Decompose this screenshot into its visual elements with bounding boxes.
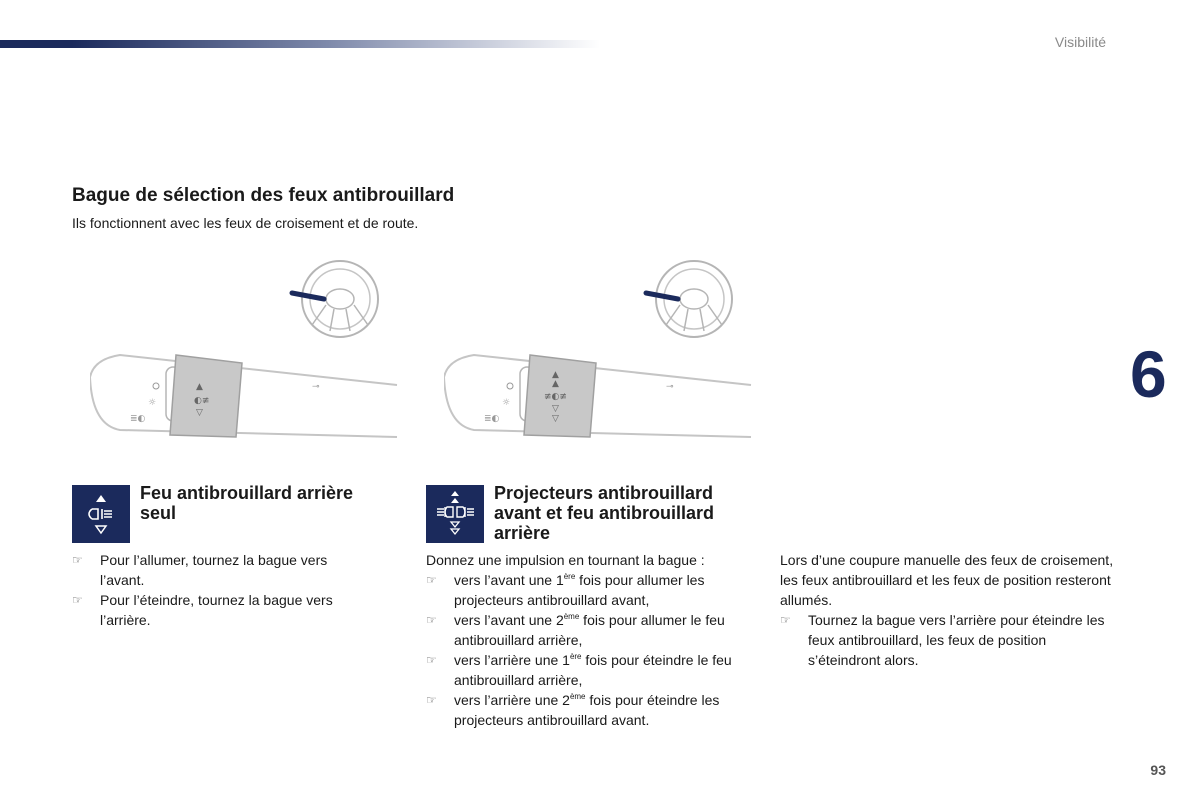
bullet-icon: ☞ (72, 553, 83, 567)
list-item: ☞ vers l’avant une 2ème fois pour allumer le feu antibrouillard arrière, (426, 612, 725, 648)
svg-text:☼: ☼ (502, 398, 511, 408)
list-item: ☞ vers l’arrière une 1ère fois pour éteindre le feu antibrouillard arrière, (426, 652, 732, 688)
block-title-rear-fog: Feu antibrouillard arrière seul (140, 483, 354, 523)
svg-text:≣◐: ≣◐ (484, 414, 500, 424)
block-title-front-rear-fog: Projecteurs antibrouillard avant et feu antibrouillard arrière (494, 483, 715, 543)
front-rear-fog-instructions (426, 550, 756, 730)
svg-text:☼: ☼ (148, 398, 157, 408)
bullet-icon: ☞ (72, 593, 83, 607)
list-item: ☞ vers l’arrière une 2ème fois pour éteindre les projecteurs antibrouillard avant. (426, 692, 720, 728)
note-text: Lors d’une coupure manuelle des feux de croisement, les feux antibrouillard et les feux de position resteront allumés. (780, 552, 1114, 608)
front-and-rear-fog-lights-icon (426, 485, 484, 543)
rear-fog-instructions (72, 550, 372, 630)
svg-text:◐≢: ◐≢ (194, 396, 210, 406)
list-item: ☞ Tournez la bague vers l’arrière pour éteindre les feux antibrouillard, les feux de position s’éteindront alors. (780, 612, 1105, 668)
rear-fog-light-icon (72, 485, 130, 543)
page-number: 93 (1150, 762, 1166, 778)
chapter-number: 6 (1130, 337, 1167, 411)
list-item: ☞ Pour l’allumer, tournez la bague vers l’avant. (72, 552, 328, 588)
svg-text:⊸: ⊸ (666, 382, 674, 392)
list-item: ☞ Pour l’éteindre, tournez la bague vers l’arrière. (72, 592, 333, 628)
bullet-icon: ☞ (426, 693, 437, 707)
stalk-illustration-rear-fog (90, 255, 420, 445)
svg-text:▽: ▽ (552, 404, 559, 414)
note-column (780, 550, 1115, 670)
instructions-lead: Donnez une impulsion en tournant la bague : (426, 552, 705, 568)
svg-text:≢◐≢: ≢◐≢ (544, 392, 567, 402)
svg-text:▽: ▽ (196, 408, 203, 418)
steering-wheel-icon (646, 261, 732, 337)
intro-text: Ils fonctionnent avec les feux de croisement et de route. (72, 215, 419, 231)
bullet-icon: ☞ (426, 573, 437, 587)
bullet-icon: ☞ (780, 613, 791, 627)
page-title: Bague de sélection des feux antibrouillard (72, 185, 455, 206)
stalk-illustration-front-rear-fog (444, 255, 774, 445)
svg-text:▲: ▲ (552, 370, 559, 380)
svg-text:▽: ▽ (552, 414, 559, 424)
bullet-icon: ☞ (426, 653, 437, 667)
svg-text:▲: ▲ (552, 379, 559, 389)
svg-text:▲: ▲ (196, 382, 203, 392)
list-item: ☞ vers l’avant une 1ère fois pour allumer les projecteurs antibrouillard avant, (426, 572, 705, 608)
header-gradient-bar (0, 40, 600, 48)
steering-wheel-icon (292, 261, 378, 337)
bullet-icon: ☞ (426, 613, 437, 627)
svg-text:⊸: ⊸ (312, 382, 320, 392)
section-title: Visibilité (1054, 34, 1106, 50)
svg-text:≣◐: ≣◐ (130, 414, 146, 424)
